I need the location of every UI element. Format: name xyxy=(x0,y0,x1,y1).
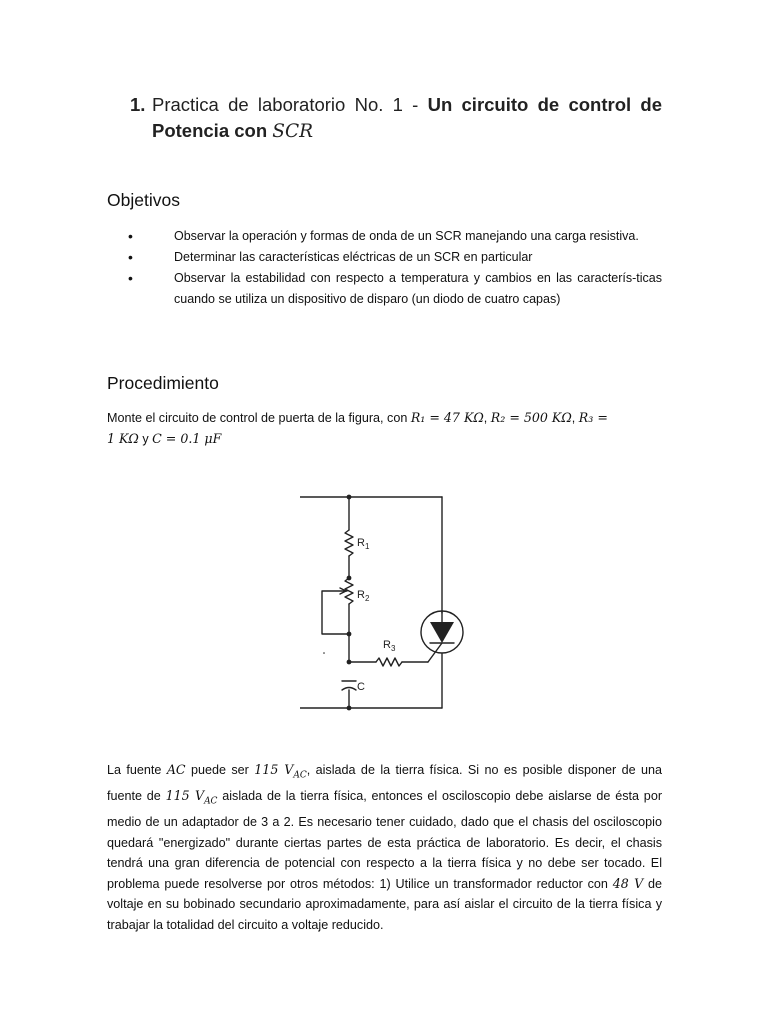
math-48v: 48 V xyxy=(612,875,644,891)
label-r1: $R_1$ xyxy=(357,537,370,551)
title-word-strong: de xyxy=(640,94,662,115)
resistor-r3 xyxy=(376,658,402,666)
label-r3: $R_3$ xyxy=(383,639,396,653)
list-item xyxy=(107,226,662,247)
list-item-text: Observar la operación y formas de onda de un SCR manejando una carga resistiva. xyxy=(174,229,639,243)
objectives-list xyxy=(107,226,662,310)
title-line2-text: Potencia con xyxy=(152,120,268,141)
circuit-diagram xyxy=(300,490,475,715)
title-word-strong: de xyxy=(537,94,560,115)
title-word: Practica xyxy=(152,94,219,115)
node-dot xyxy=(347,660,352,665)
text-run: La fuente xyxy=(107,763,162,777)
title-line-2 xyxy=(152,118,313,145)
math-ac: AC xyxy=(166,762,186,777)
bullet-icon: • xyxy=(128,270,133,286)
math-r2: R₂ = 500 KΩ xyxy=(490,410,572,425)
list-item xyxy=(107,247,662,268)
list-item xyxy=(107,268,662,310)
bullet-icon: • xyxy=(128,228,133,244)
scr-triangle xyxy=(430,622,454,643)
title-number: 1. xyxy=(130,94,146,115)
node-dot xyxy=(347,495,352,500)
comma: , xyxy=(571,411,576,425)
title-word: 1 xyxy=(392,94,403,115)
conjunction: y xyxy=(142,431,149,446)
title-word-strong: Un xyxy=(427,94,453,115)
title-word: - xyxy=(412,94,419,115)
title-word: de xyxy=(228,94,249,115)
math-115vac: 115 $V_{AC}$ xyxy=(165,788,218,807)
node-dot xyxy=(347,706,352,711)
math-115vac: 115 $V_{AC}$ xyxy=(254,762,307,781)
math-r3-value: 1 KΩ xyxy=(107,430,139,446)
circuit-figure xyxy=(300,490,475,715)
math-c: C = 0.1 μF xyxy=(152,430,222,446)
list-item-text: Observar la estabilidad con respecto a temperatura y cambios en las caracterís-ticas cuando se utiliza un dispositivo de disparo (un diodo de cuatro capas) xyxy=(174,271,662,306)
title-word-strong: control xyxy=(568,94,632,115)
title-word: No. xyxy=(354,94,384,115)
comma: , xyxy=(483,411,488,425)
title-word: laboratorio xyxy=(257,94,346,115)
procedure-heading: Procedimiento xyxy=(107,373,219,393)
text-run: aislada de la tierra física, entonces el osciloscopio debe aislarse de ésta por medio de un adaptador de 3 a 2. Es necesario tener cuidado, dado que el chasis del osciloscopio quedará "energizado" durante ciertas partes de esta práctica de laboratorio. Es decir, el chasis tendrá una gran diferencia de potencial con respecto a la tierra física y no debe ser tocado. El problema puede resolverse por otros métodos: 1) Utilice un transformador reductor con xyxy=(107,789,663,891)
body-paragraph xyxy=(107,760,662,935)
text-run: de voltaje en su bobinado secundario aproximadamente, para así aislar el circuito de la tierra física y trabajar la totalidad del circuito a voltaje reducido. xyxy=(107,876,662,932)
title-scr-math: SCR xyxy=(272,121,314,142)
list-item-text: Determinar las características eléctricas de un SCR en particular xyxy=(174,250,533,264)
title-word-strong: circuito xyxy=(461,94,529,115)
resistor-r1 xyxy=(345,530,353,556)
bullet-icon: • xyxy=(128,249,133,265)
procedure-intro: Monte el circuito de control de puerta de la figura, con xyxy=(107,411,408,425)
procedure-paragraph xyxy=(107,408,662,449)
text-run: , aislada de la tierra física. Si no es posible disponer de una fuente de xyxy=(107,763,663,804)
math-r3: R₃ = xyxy=(578,410,608,425)
node-dot xyxy=(347,576,352,581)
title-line-1 xyxy=(152,92,662,118)
node-dot xyxy=(347,632,352,637)
label-c: C xyxy=(357,681,365,693)
math-r1: R₁ = 47 KΩ xyxy=(410,410,484,425)
text-run: puede ser xyxy=(190,763,249,777)
label-r2: $R_2$ xyxy=(357,589,370,603)
objectives-heading: Objetivos xyxy=(107,190,180,210)
stray-dot xyxy=(323,652,325,654)
